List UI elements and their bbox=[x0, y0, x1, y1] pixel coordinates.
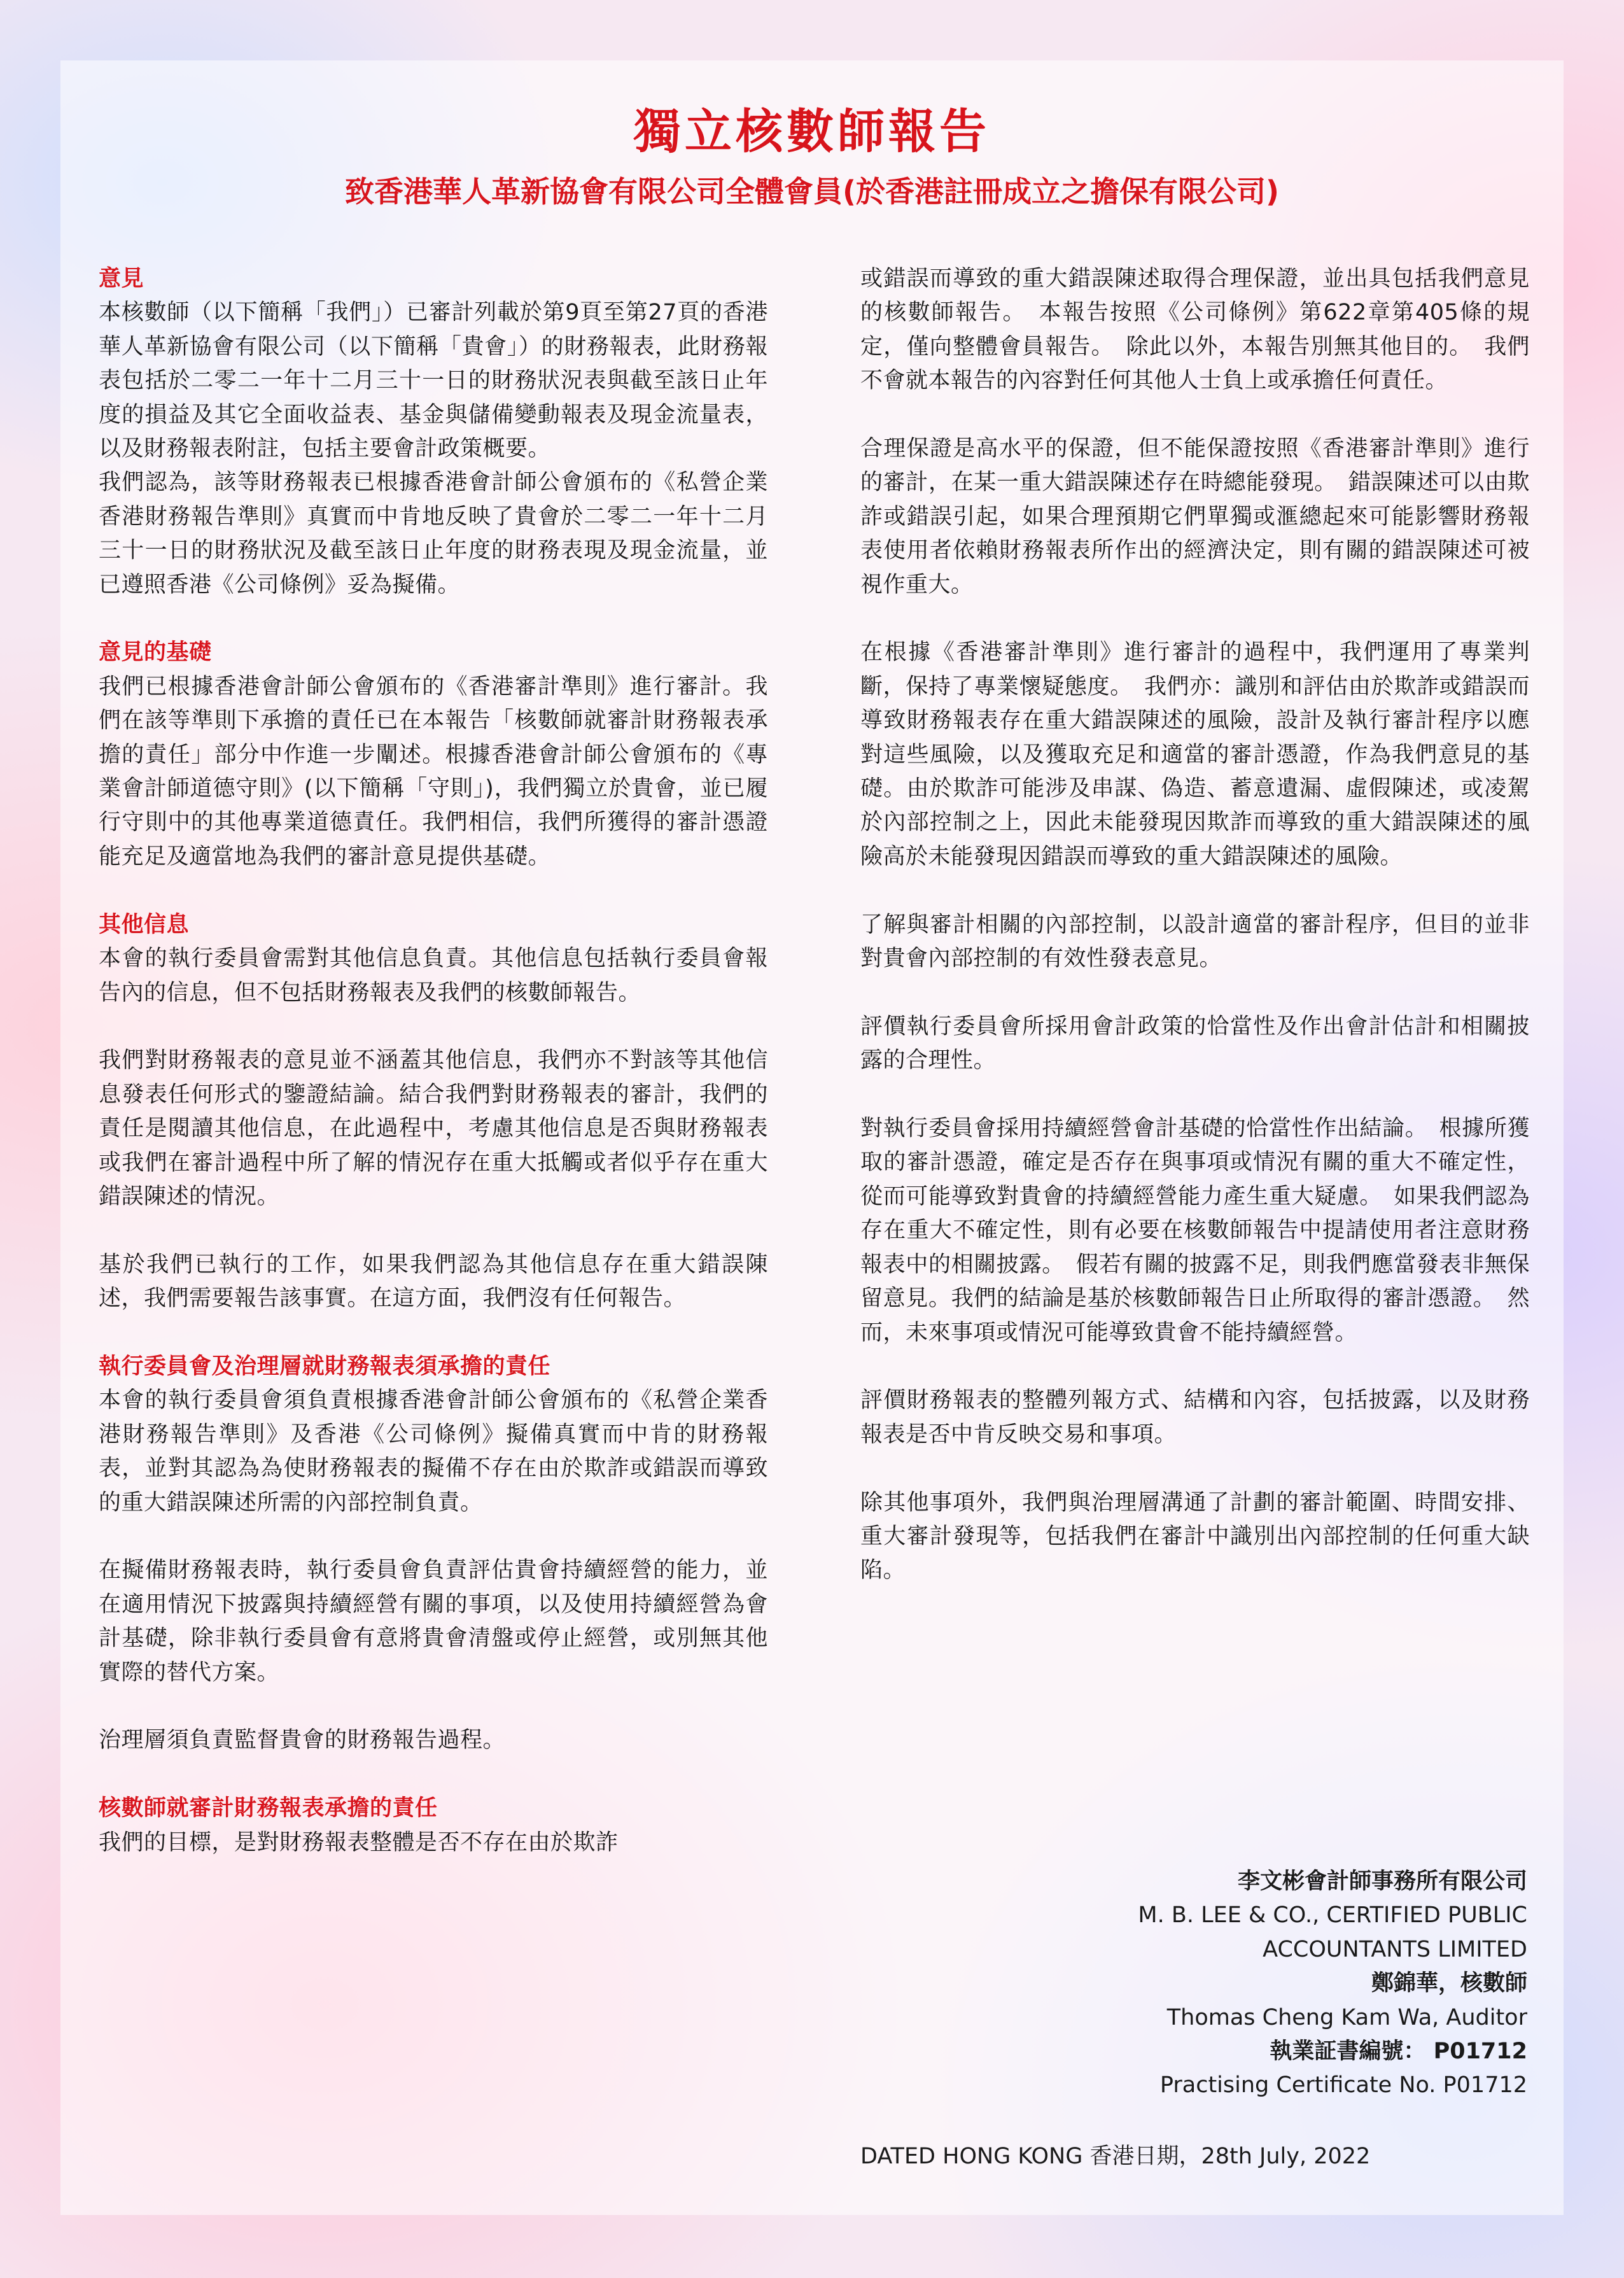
report-subtitle: 致香港華人革新協會有限公司全體會員(於香港註冊成立之擔保有限公司) bbox=[344, 174, 1280, 209]
paragraph: 評價財務報表的整體列報方式、結構和內容，包括披露，以及財務報表是否中肯反映交易和事項。 bbox=[860, 1388, 1530, 1447]
paragraph: 本核數師（以下簡稱「我們」）已審計列載於第9頁至第27頁的香港華人革新協會有限公司（以下簡稱「貴會」）的財務報表，此財務報表包括於二零二一年十二月三十一日的財務狀況表與截至該日止年度的損益及其它全面收益表、基金與儲備變動報表及現金流量表，以及財務報表附註，包括主要會計政策概要。 bbox=[99, 300, 768, 462]
paragraph: 評價執行委員會所採用會計政策的恰當性及作出會計估計和相關披露的合理性。 bbox=[860, 1013, 1530, 1074]
paragraph: 合理保證是高水平的保證，但不能保證按照《香港審計準則》進行的審計，在某一重大錯誤陳述存在時總能發現。 錯誤陳述可以由欺詐或錯誤引起，如果合理預期它們單獨或滙總起來可能影響財務報表使用者依賴財務報表所作出的經濟決定，則有關的錯誤陳述可被視作重大。 bbox=[860, 436, 1530, 598]
paragraph: 本會的執行委員會須負責根據香港會計師公會頒布的《私營企業香港財務報告準則》及香港《公司條例》擬備真實而中肯的財務報表，並對其認為為使財務報表的擬備不存在由於欺詐或錯誤而導致的重大錯誤陳述所需的內部控制負責。 bbox=[99, 1388, 768, 1515]
firm-name-zh: 李文彬會計師事務所有限公司 bbox=[1237, 1869, 1527, 1894]
paragraph: 在根據《香港審計準則》進行審計的過程中，我們運用了專業判斷，保持了專業懷疑態度。 我們亦：識別和評估由於欺詐或錯誤而導致財務報表存在重大錯誤陳述的風險，設計及執行審計程序以應對這些風險，以及獲取充足和適當的審計憑證，作為我們意見的基礎。由於欺詐可能涉及串謀、偽造、蓄意遺漏、虛假陳述，或凌駕於內部控制之上，因此未能發現因欺詐而導致的重大錯誤陳述的風險高於未能發現因錯誤而導致的重大錯誤陳述的風險。 bbox=[860, 640, 1530, 869]
auditor-name-en: Thomas Cheng Kam Wa, Auditor bbox=[1166, 2004, 1527, 2030]
firm-name-en-line1: M. B. LEE & CO., CERTIFIED PUBLIC bbox=[1138, 1902, 1527, 1929]
section-other-info bbox=[99, 908, 768, 1316]
section-basis bbox=[99, 636, 768, 874]
paragraph: 我們的目標，是對財務報表整體是否不存在由於欺詐 bbox=[99, 1829, 619, 1855]
section-committee-responsibility bbox=[99, 1350, 768, 1758]
paragraph: 我們對財務報表的意見並不涵蓋其他信息，我們亦不對該等其他信息發表任何形式的鑒證結論。結合我們對財務報表的審計，我們的責任是閱讀其他信息，在此過程中，考慮其他信息是否與財務報表或我們在審計過程中所了解的情況存在重大抵觸或者似乎存在重大錯誤陳述的情況。 bbox=[99, 1048, 768, 1209]
dated-line: DATED HONG KONG 香港日期，28th July, 2022 bbox=[860, 2144, 1371, 2169]
section-heading: 核數師就審計財務報表承擔的責任 bbox=[99, 1796, 438, 1822]
left-column bbox=[99, 262, 768, 1860]
paragraph: 在擬備財務報表時，執行委員會負責評估貴會持續經營的能力，並在適用情況下披露與持續經營有關的事項，以及使用持續經營為會計基礎，除非執行委員會有意將貴會清盤或停止經營，或別無其他實際的替代方案。 bbox=[99, 1557, 768, 1685]
paragraph: 我們認為，該等財務報表已根據香港會計師公會頒布的《私營企業香港財務報告準則》真實而中肯地反映了貴會於二零二一年十二月三十一日的財務狀況及截至該日止年度的財務表現及現金流量，並已遵照香港《公司條例》妥為擬備。 bbox=[99, 470, 768, 598]
paragraph: 了解與審計相關的內部控制，以設計適當的審計程序，但目的並非對貴會內部控制的有效性發表意見。 bbox=[860, 911, 1530, 972]
auditor-name-zh: 鄭錦華，核數師 bbox=[1371, 1971, 1527, 1997]
paragraph: 治理層須負責監督貴會的財務報告過程。 bbox=[99, 1727, 506, 1754]
section-heading: 意見 bbox=[99, 266, 144, 292]
right-column bbox=[860, 262, 1530, 1588]
paragraph: 基於我們已執行的工作，如果我們認為其他信息存在重大錯誤陳述，我們需要報告該事實。在這方面，我們沒有任何報告。 bbox=[99, 1251, 768, 1312]
section-opinion bbox=[99, 262, 768, 602]
paragraph: 我們已根據香港會計師公會頒布的《香港審計準則》進行審計。我們在該等準則下承擔的責任已在本報告「核數師就審計財務報表承擔的責任」部分中作進一步闡述。根據香港會計師公會頒布的《專業會計師道德守則》(以下簡稱「守則」)，我們獨立於貴會，並已履行守則中的其他專業道德責任。我們相信，我們所獲得的審計憑證能充足及適當地為我們的審計意見提供基礎。 bbox=[99, 673, 768, 869]
firm-name-en-line2: ACCOUNTANTS LIMITED bbox=[1263, 1936, 1527, 1962]
paragraph: 對執行委員會採用持續經營會計基礎的恰當性作出結論。 根據所獲取的審計憑證，確定是否存在與事項或情況有關的重大不確定性，從而可能導致對貴會的持續經營能力產生重大疑慮。 如果我們認為存在重大不確定性，則有必要在核數師報告中提請使用者注意財務報表中的相關披露。 假若有關的披露不足，則我們應當發表非無保留意見。我們的結論是基於核數師報告日止所取得的審計憑證。 然而，未來事項或情況可能導致貴會不能持續經營。 bbox=[860, 1116, 1530, 1346]
report-title: 獨立核數師報告 bbox=[634, 104, 990, 159]
section-auditor-responsibility bbox=[99, 1792, 768, 1860]
section-heading: 意見的基礎 bbox=[99, 640, 212, 666]
certificate-number-zh: 執業証書編號： P01712 bbox=[1270, 2039, 1527, 2065]
signature-block bbox=[1138, 1865, 1527, 2103]
paragraph: 除其他事項外，我們與治理層溝通了計劃的審計範圍、時間安排、重大審計發現等，包括我們在審計中識別出內部控制的任何重大缺陷。 bbox=[860, 1489, 1530, 1584]
certificate-number-en: Practising Certificate No. P01712 bbox=[1159, 2072, 1527, 2099]
section-heading: 執行委員會及治理層就財務報表須承擔的責任 bbox=[99, 1353, 551, 1379]
section-heading: 其他信息 bbox=[99, 911, 190, 938]
paragraph: 本會的執行委員會需對其他信息負責。其他信息包括執行委員會報告內的信息，但不包括財務報表及我們的核數師報告。 bbox=[99, 946, 768, 1006]
paragraph: 或錯誤而導致的重大錯誤陳述取得合理保證，並出具包括我們意見的核數師報告。 本報告按照《公司條例》第622章第405條的規定，僅向整體會員報告。 除此以外，本報告別無其他目的。 我們不會就本報告的內容對任何其他人士負上或承擔任何責任。 bbox=[860, 266, 1530, 394]
